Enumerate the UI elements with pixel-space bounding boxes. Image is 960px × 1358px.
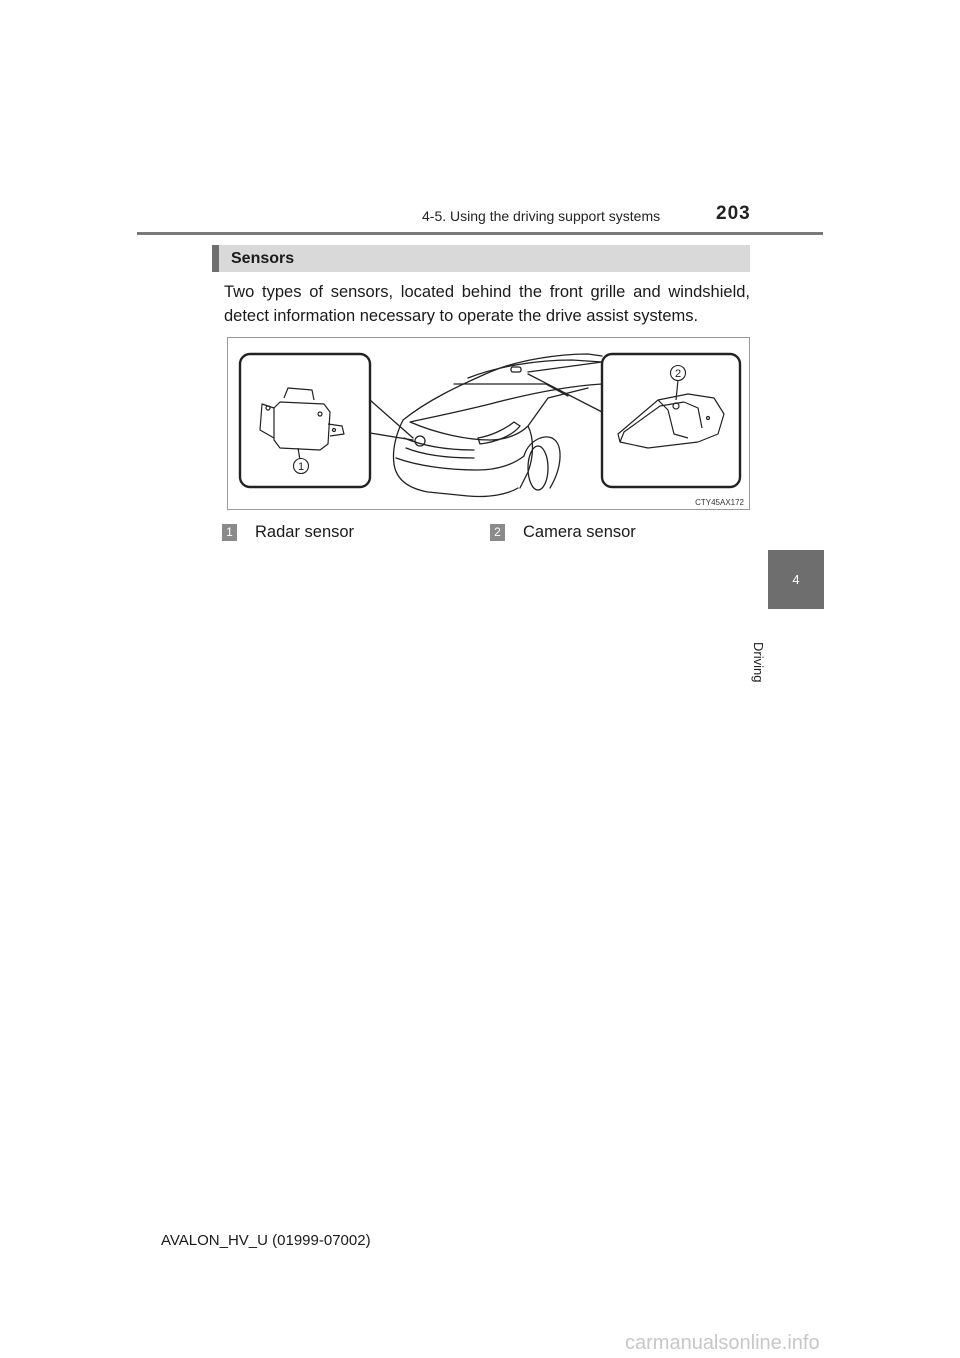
running-header-section: 4-5. Using the driving support systems — [422, 208, 661, 224]
caption-number-1: 1 — [222, 524, 237, 541]
figure-captions — [222, 523, 752, 547]
radar-callout-number: 1 — [297, 461, 305, 473]
chapter-tab — [768, 550, 824, 609]
camera-mount — [511, 367, 521, 372]
caption-number-2: 2 — [490, 524, 505, 541]
watermark-text: carmanualsonline.info — [625, 1332, 820, 1354]
camera-callout-number: 2 — [674, 368, 682, 380]
car-sensor-drawing — [228, 338, 749, 509]
sensor-illustration — [227, 337, 750, 510]
chapter-name: Driving — [751, 642, 766, 683]
caption-camera-sensor — [490, 523, 636, 542]
figure-code: CTY45AX172 — [695, 498, 744, 507]
page-number: 203 — [716, 203, 751, 224]
car-outline — [393, 354, 602, 497]
footer-model-code: AVALON_HV_U (01999-07002) — [161, 1232, 371, 1249]
radar-leader-line — [370, 400, 413, 440]
section-title: Sensors — [231, 250, 295, 267]
chapter-number: 4 — [792, 572, 800, 587]
front-wheel — [528, 446, 548, 490]
caption-label-1: Radar sensor — [255, 523, 355, 541]
radar-mount — [415, 436, 425, 446]
caption-label-2: Camera sensor — [523, 523, 636, 541]
section-body-text: Two types of sensors, located behind the front grille and windshield, detect information necessary to operate the drive assist systems. — [224, 283, 750, 325]
caption-radar-sensor — [222, 523, 354, 542]
camera-leader-line — [528, 362, 602, 412]
header-divider — [137, 232, 823, 235]
section-heading-bar — [212, 245, 750, 272]
headlight — [478, 422, 520, 444]
